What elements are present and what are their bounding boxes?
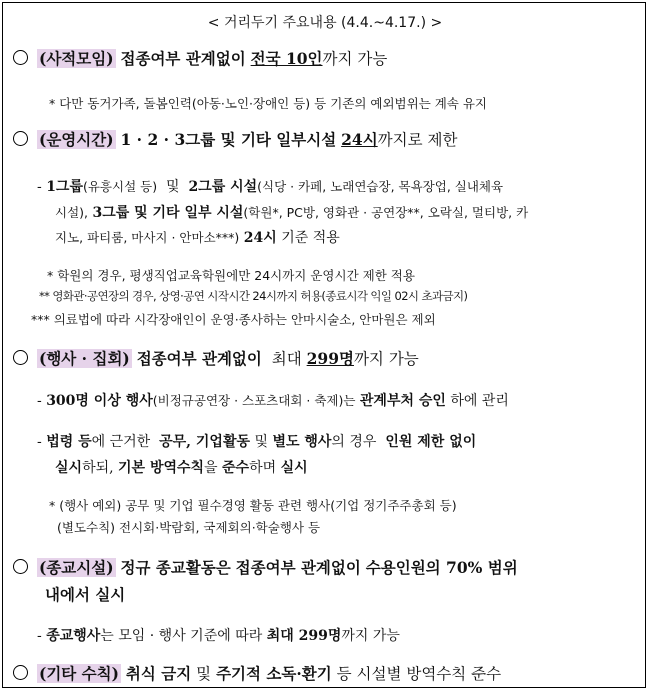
bold-text: 실시 [55,460,83,476]
paragraph-line [55,227,340,247]
bullet-circle-icon [13,50,28,65]
section-text: 1 · 2 · 3그룹 및 기타 일부시설 [120,130,337,149]
footnote: *** 의료법에 따라 시각장애인이 운영·종사하는 안마시술소, 안마원은 제외 [31,312,436,327]
bold-text: 기본 방역수칙 [118,460,205,476]
bold-text: 최대 299명 [266,628,342,644]
paren-text: 지노, 파티룸, 마사지 · 안마소***) [55,230,240,245]
section-tag: (운영시간) [39,130,114,149]
section-text: 접종여부 관계없이 [120,49,246,68]
section-religious-facilities [13,556,518,578]
section-tag: (행사 · 집회) [39,349,130,368]
section-other-rules [13,662,501,684]
text: 기준 적용 [281,230,340,246]
paragraph-line [55,202,528,222]
notice-box [2,2,646,688]
text: 하에 관리 [450,393,509,409]
bold-text: 2그룹 시설 [188,179,258,195]
dash: - [37,179,47,195]
footnote: * 다만 동거가족, 돌봄인력(아동·노인·장애인 등) 등 기존의 예외범위는 계속 유지 [49,96,488,111]
page-title: < 거리두기 주요내용 (4.4.~4.17.) > [207,15,443,31]
section-tag: (사적모임) [39,49,114,68]
section-text: 까지로 제한 [377,131,458,149]
section-text: 접종여부 관계없이 [235,558,361,577]
bold-text: 3그룹 및 기타 일부 시설 [92,205,244,221]
bold-text: 법령 등 [46,434,92,450]
footnote: (별도수칙) 전시회·박람회, 국제회의·학술행사 등 [57,520,321,535]
bold-text: 공무, 기업활동 [159,434,250,450]
section-text: 수용인원의 70% 범위 [365,558,518,577]
bullet-circle-icon [13,559,28,574]
bold-text: 별도 행사 [272,434,332,450]
text: 을 [204,460,218,476]
highlight-text: 전국 10인 [250,49,323,68]
section-operating-hours [13,128,457,150]
paragraph-line: - 종교행사는 모임 · 행사 기준에 따라 최대 299명까지 가능 [37,628,400,644]
bold-text: 인원 제한 없이 [385,434,477,450]
footnote: * (행사 예외) 공무 및 기업 필수경영 활동 관련 행사(기업 정기주주총회 등) [49,498,457,513]
paren-text: 시설), [55,205,89,220]
section-private-gathering [13,47,387,69]
highlight-text: 299명 [306,349,354,368]
paragraph-line [37,176,503,196]
bullet-circle-icon [13,350,28,365]
paragraph-line: - 법령 등에 근거한 공무, 기업활동 및 별도 행사의 경우 인원 제한 없이 [37,434,477,450]
section-tag: (기타 수칙) [39,664,119,683]
bullet-circle-icon [13,665,28,680]
bold-text: 실시 [280,460,308,476]
section-text: 주기적 소독·환기 [216,664,332,683]
section-tag: (종교시설) [39,558,114,577]
footnote: ** 영화관·공연장의 경우, 상영·공연 시작시간 24시까지 허용(종료시각 익일 02시 초과금지) [39,289,468,303]
bold-text: 준수 [222,460,250,476]
footnote: * 학원의 경우, 평생직업교육학원에만 24시까지 운영시간 제한 적용 [47,268,415,283]
section-text: 취식 금지 [125,664,192,683]
section-text: 까지 가능 [353,350,419,368]
text: 는 모임 · 행사 기준에 따라 [100,628,263,644]
section-text: 정규 종교활동은 [120,558,231,577]
section-text: 접종여부 관계없이 [136,349,262,368]
bold-text: 종교행사 [46,628,101,644]
text: 및 [166,179,180,195]
paren-text: (식당 · 카페, 노래연습장, 목욕장업, 실내체육 [257,179,504,194]
text: 및 [254,434,268,450]
section-events-rallies [13,347,419,369]
paren-text: (학원*, PC방, 영화관 · 공연장**, 오락실, 멀티방, 카 [243,205,529,220]
text: 하며 [249,460,277,476]
bold-text: 300명 이상 행사 [46,393,153,409]
paragraph-line [55,457,308,477]
section-text: 까지 가능 [322,50,388,68]
bold-text: 1그룹 [46,179,83,195]
section-text: 최대 [271,350,302,368]
section-line-continued [45,583,125,605]
paren-text: (유흥시설 등) [82,179,158,194]
section-text: 등 시설별 방역수칙 준수 [336,665,502,683]
paragraph-line: - 300명 이상 행사(비정규공연장 · 스포츠대회 · 축제)는 관계부처 승인 하에 관리 [37,393,509,409]
section-text: 및 [196,665,212,683]
text: 에 근거한 [91,434,151,450]
text: 까지 가능 [341,628,400,644]
bullet-circle-icon [13,131,28,146]
bold-text: 24시 [243,230,277,246]
text: 하되, [82,460,114,476]
section-text: 내에서 실시 [45,585,126,604]
highlight-text: 24시 [341,130,378,149]
paren-text: (비정규공연장 · 스포츠대회 · 축제)는 [152,393,356,408]
text: 의 경우 [331,434,377,450]
bold-text: 관계부처 승인 [359,393,446,409]
